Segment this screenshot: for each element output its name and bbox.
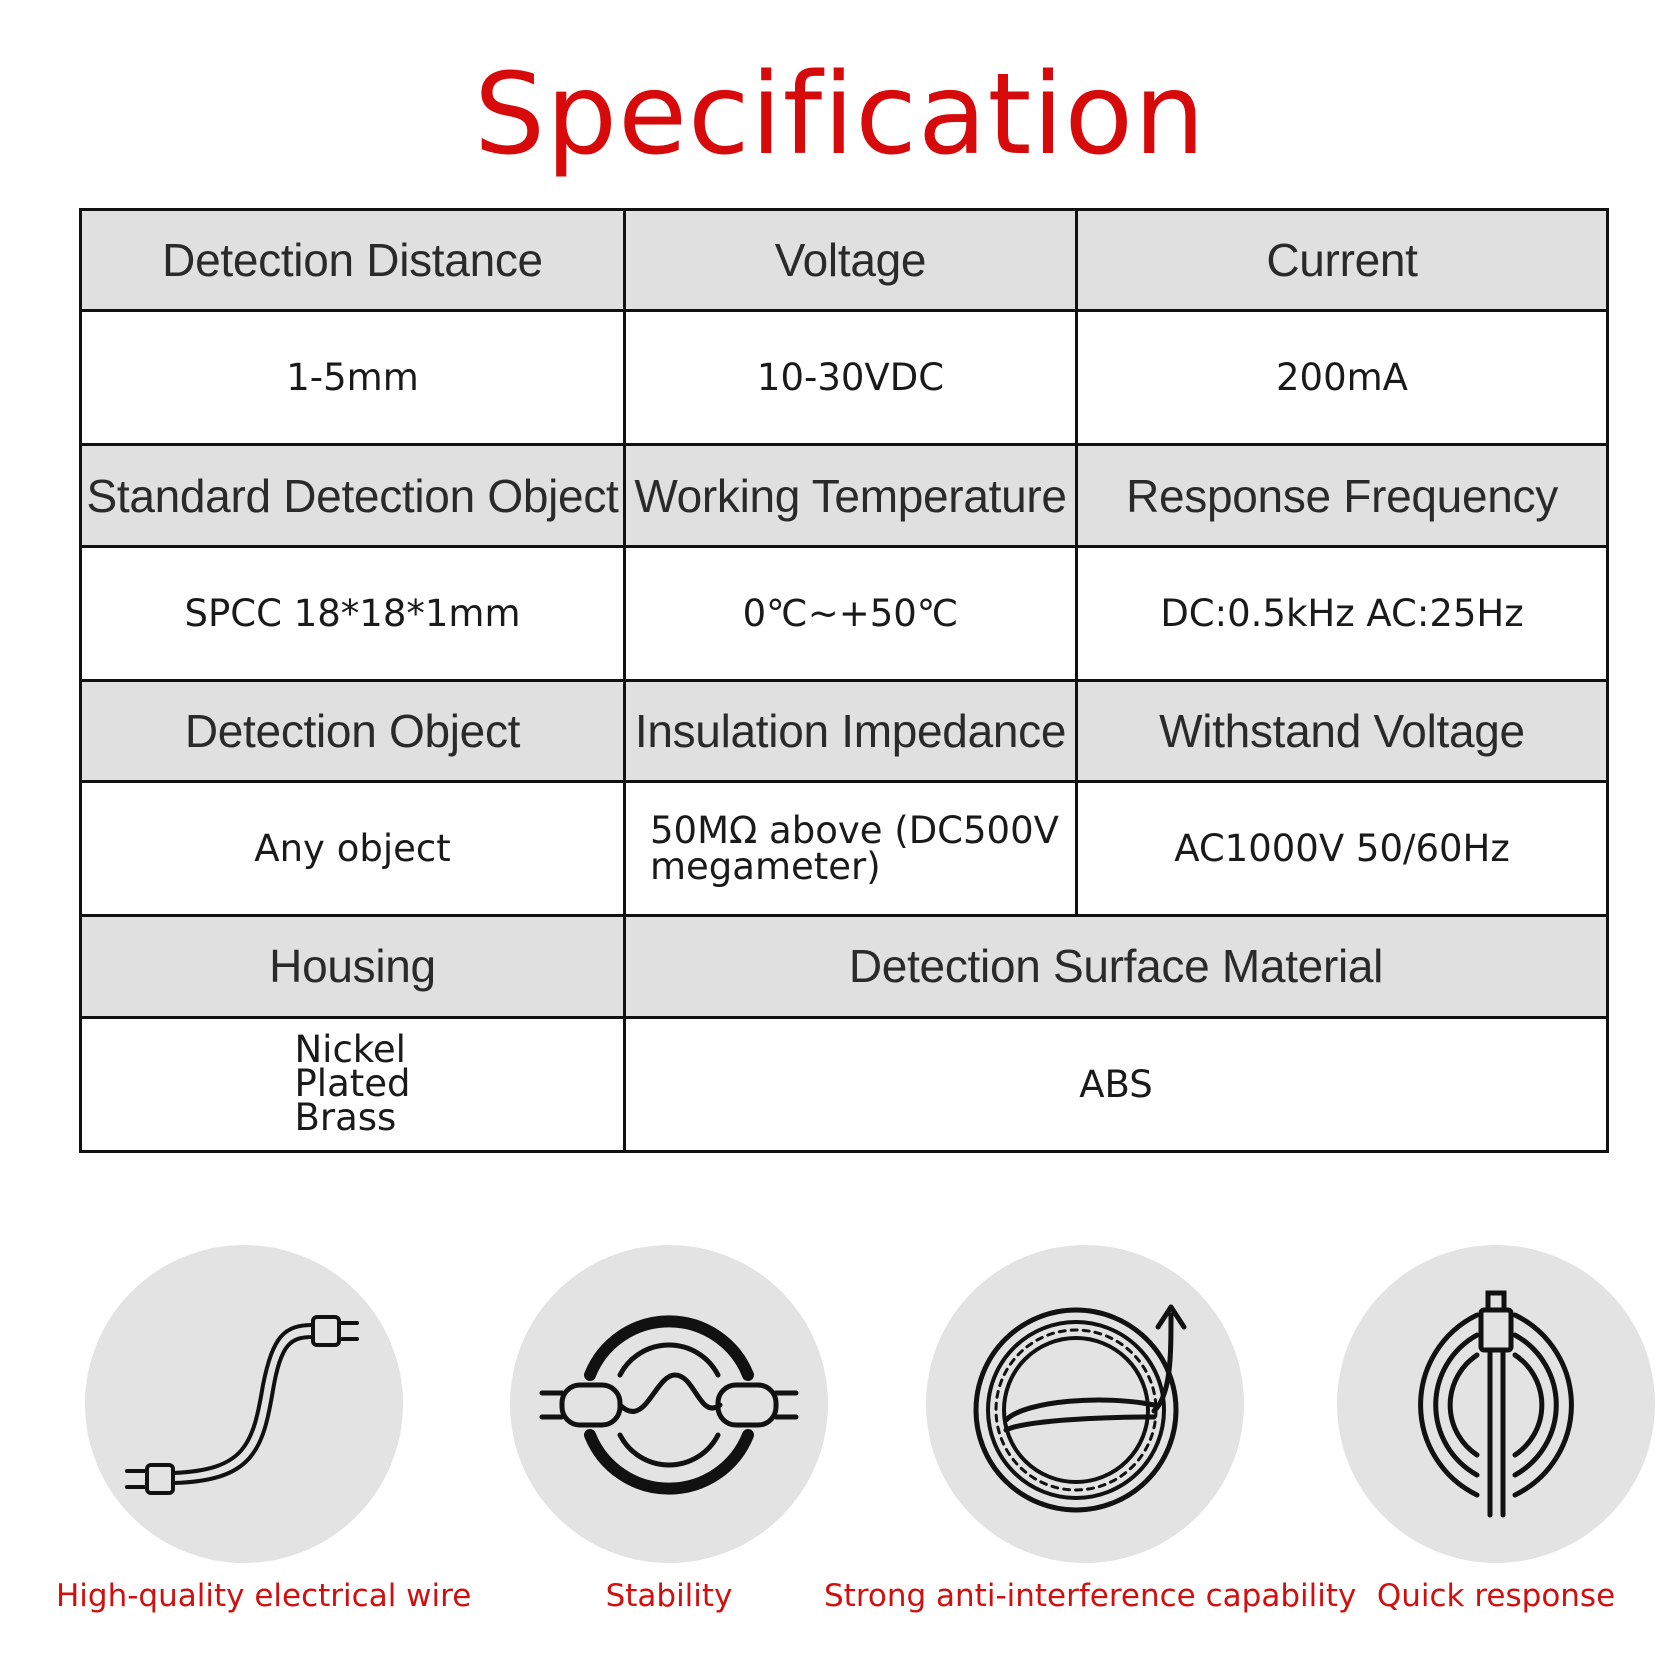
value-insulation-impedance <box>625 782 1077 916</box>
feature-stability <box>509 1245 829 1563</box>
header-insulation-impedance: Insulation Impedance <box>625 680 1077 781</box>
feature-label: Strong anti-interference capability <box>824 1578 1357 1614</box>
feature-label: Quick response <box>1376 1578 1616 1614</box>
value-response-frequency: DC:0.5kHz AC:25Hz <box>1077 546 1608 680</box>
insulation-line: 50MΩ above (DC500V <box>650 808 1059 852</box>
value-standard-detection-object: SPCC 18*18*1mm <box>81 546 625 680</box>
feature-circle <box>1337 1245 1655 1563</box>
header-current: Current <box>1077 210 1608 311</box>
page-title: Specification <box>473 50 1207 180</box>
table-header-row <box>81 210 1608 311</box>
feature-circle <box>510 1245 828 1563</box>
feature-circle <box>85 1245 403 1563</box>
value-detection-object: Any object <box>81 782 625 916</box>
feature-quick-response <box>1336 1245 1656 1563</box>
header-detection-surface-material: Detection Surface Material <box>625 916 1608 1017</box>
header-standard-detection-object: Standard Detection Object <box>81 445 625 546</box>
value-working-temperature: 0℃~+50℃ <box>625 546 1077 680</box>
quick-response-rings-icon <box>1337 1245 1655 1563</box>
header-detection-object: Detection Object <box>81 680 625 781</box>
specification-table <box>79 208 1609 1153</box>
feature-electrical-wire <box>84 1245 404 1563</box>
anti-interference-coil-icon <box>926 1245 1244 1563</box>
table-value-row <box>81 1017 1608 1151</box>
value-voltage: 10-30VDC <box>625 311 1077 445</box>
table-value-row <box>81 311 1608 445</box>
value-housing <box>81 1017 625 1151</box>
header-housing: Housing <box>81 916 625 1017</box>
header-voltage: Voltage <box>625 210 1077 311</box>
housing-line: Plated <box>294 1062 411 1106</box>
header-response-frequency: Response Frequency <box>1077 445 1608 546</box>
header-withstand-voltage: Withstand Voltage <box>1077 680 1608 781</box>
table-header-row <box>81 916 1608 1017</box>
table-value-row <box>81 782 1608 916</box>
header-working-temperature: Working Temperature <box>625 445 1077 546</box>
table-header-row <box>81 445 1608 546</box>
value-detection-surface-material: ABS <box>625 1017 1608 1151</box>
value-current: 200mA <box>1077 311 1608 445</box>
table-header-row <box>81 680 1608 781</box>
value-detection-distance: 1-5mm <box>81 311 625 445</box>
feature-circle <box>926 1245 1244 1563</box>
insulation-line: megameter) <box>650 844 881 888</box>
housing-line: Nickel <box>294 1028 406 1072</box>
feature-anti-interference <box>925 1245 1245 1563</box>
table-value-row <box>81 546 1608 680</box>
housing-line: Brass <box>294 1096 397 1140</box>
stability-connector-icon <box>510 1245 828 1563</box>
header-detection-distance: Detection Distance <box>81 210 625 311</box>
feature-label: High-quality electrical wire <box>56 1578 472 1614</box>
value-withstand-voltage: AC1000V 50/60Hz <box>1077 782 1608 916</box>
feature-label: Stability <box>605 1578 733 1614</box>
electrical-wire-plug-icon <box>85 1245 403 1563</box>
